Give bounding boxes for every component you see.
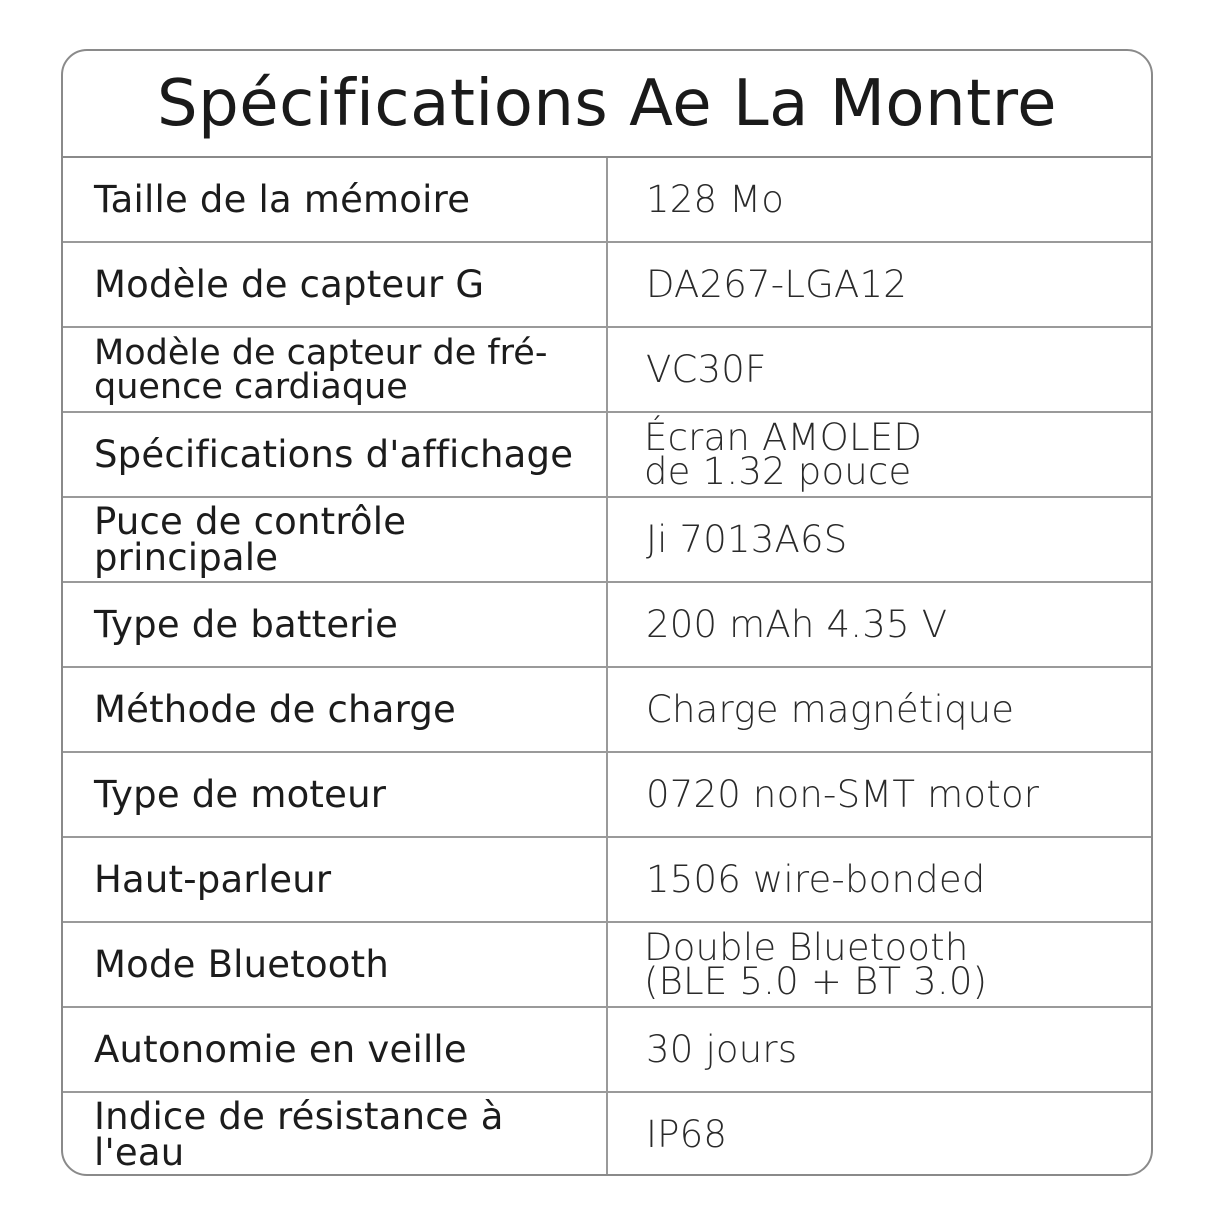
table-row [63,1093,1151,1176]
page-title: Spécifications Ae La Montre [63,51,1151,158]
table-row [63,923,1151,1008]
spec-value: 128 Mo [646,177,785,221]
table-row [63,753,1151,838]
spec-label: Mode Bluetooth [63,923,608,1006]
spec-label: Type de batterie [63,583,608,666]
spec-label: Méthode de charge [63,668,608,751]
spec-table-card [61,49,1153,1176]
table-row [63,583,1151,668]
spec-value: 1506 wire-bonded [646,857,986,901]
spec-value: 0720 non-SMT motor [646,772,1040,816]
spec-value: Ji 7013A6S [646,517,848,561]
spec-value: Charge magnétique [646,687,1015,731]
spec-label: Puce de contrôle principale [63,498,608,581]
spec-label: Modèle de capteur de fré- quence cardiaque [63,328,608,411]
spec-label: Autonomie en veille [63,1008,608,1091]
spec-value: DA267-LGA12 [646,262,908,306]
spec-value: IP68 [646,1113,728,1156]
spec-value: 200 mAh 4.35 V [646,602,948,646]
table-row [63,328,1151,413]
spec-table [63,158,1151,1176]
spec-value: Écran AMOLED de 1.32 pouce [644,415,923,493]
spec-label: Indice de résistance à l'eau [63,1093,608,1176]
spec-value: VC30F [646,347,767,391]
spec-label: Type de moteur [63,753,608,836]
table-row [63,838,1151,923]
spec-label: Modèle de capteur G [63,243,608,326]
table-row [63,243,1151,328]
table-row [63,668,1151,753]
spec-label: Taille de la mémoire [63,158,608,241]
table-row [63,158,1151,243]
spec-label: Spécifications d'affichage [63,413,608,496]
table-row [63,1008,1151,1093]
table-row [63,498,1151,583]
spec-value: 30 jours [646,1027,798,1071]
table-row [63,413,1151,498]
spec-value: Double Bluetooth (BLE 5.0 + BT 3.0) [644,925,988,1003]
spec-label: Haut-parleur [63,838,608,921]
